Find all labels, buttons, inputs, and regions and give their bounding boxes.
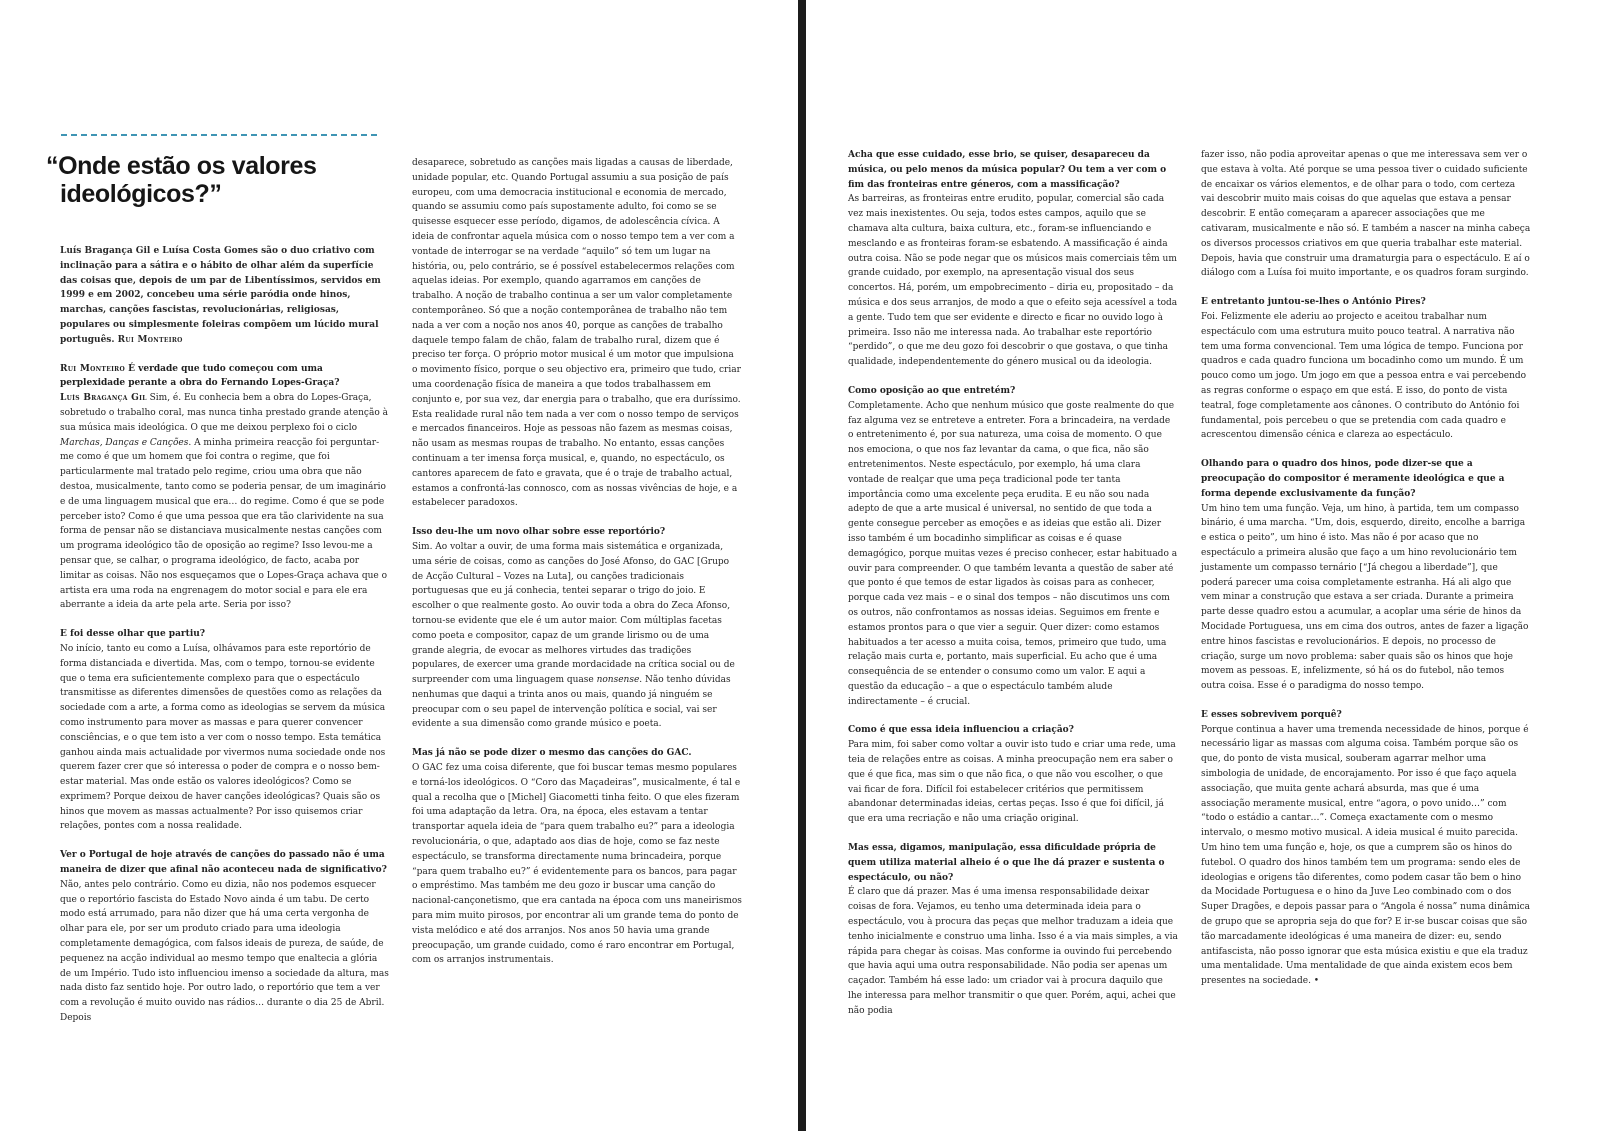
- question-2: E foi desse olhar que partiu?: [60, 629, 206, 640]
- answer-12: Porque continua a haver uma tremenda necessidade de hinos, porque é necessário ligar as massas com alguma coisa. Também porque são os que, do ponto de vista musical, souberam agarrar melhor uma simbologia de unidade, de encorajamento. Por isso é que faço aquela associação, que muita gente achará absurda, mas que é uma associação meramente musical, entre “agora, o povo unido…” com “todo o estádio a cantar…”. Começa exactamente com o mesmo intervalo, o mesmo motivo musical. A ideia musical é muito parecida. Um hino tem uma função e, hoje, os que a cumprem são os hinos do futebol. O quadro dos hinos também tem um programa: sendo eles de ideologias e origens tão diferentes, como podem casar tão bem o hino da Mocidade Portuguesa e o hino da Juve Leo combinado com o dos Super Dragões, e depois passar para o “Angola é nossa” numa dinâmica de grupo que se apropria seja do que for? E ir-se buscar coisas que são tão marcadamente ideológicas é uma maneira de dizer: eu, sendo antifascista, não posso ignorar que esta música existiu e que ela traduz uma mentalidade. Uma mentalidade de que ainda existem ecos bem presentes na sociedade. •: [1201, 724, 1531, 987]
- question-10: E entretanto juntou-se-lhes o António Pires?: [1201, 297, 1426, 308]
- qa-block: [848, 148, 1178, 370]
- question-8: Como é que essa ideia influenciou a criação?: [848, 725, 1074, 736]
- question-text: [60, 364, 340, 389]
- left-page-column-2: [412, 156, 742, 968]
- page-gutter: [798, 0, 806, 1131]
- qa-block: [60, 362, 390, 614]
- answer-1a: Sim, é. Eu conhecia bem a obra do Lopes-Graça, sobretudo o trabalho coral, mas nunca tinha prestado grande atenção à sua música mais ideológica. O que me deixou perplexo foi o ciclo: [60, 393, 388, 433]
- dashed-accent-rule: [61, 134, 377, 136]
- answer-9-continued: fazer isso, não podia aproveitar apenas o que me interessava sem ver o que estava à volta. Até porque se uma pessoa tiver o cuidado suficiente de encaixar os vários elementos, e de olhar para o todo, com certeza vai descobrir muito mais coisas do que aquelas que estava a pensar descobrir. E então começaram a aparecer associações que me cativaram, musicalmente e não só. E também a nascer na minha cabeça os diversos processos criativos em que queria trabalhar este material. Depois, havia que construir uma dramaturgia para o espectáculo. E aí o diálogo com a Luísa foi muito importante, e os quadros foram surgindo.: [1201, 150, 1531, 279]
- question-11: Olhando para o quadro dos hinos, pode dizer-se que a preocupação do compositor é meramente ideológica e que a forma depende exclusivamente da função?: [1201, 459, 1505, 499]
- headline-line-1: “Onde estão os valores: [46, 152, 317, 180]
- qa-block: [1201, 457, 1531, 694]
- answer-11: Um hino tem uma função. Veja, um hino, à partida, tem um compasso binário, é uma marcha. “Um, dois, esquerdo, direito, encolhe a barriga e estica o peito”, um hino é isto. Mas não é por acaso que no espectáculo a primeira alusão que faço a um hino revolucionário tem justamente um compasso ternário [“Já chegou a liberdade”], que poderá parecer uma coisa completamente estranha. Há ali algo que vem minar a construção que estava a ser criada. Durante a primeira parte desse quadro estou a acumular, a acoplar uma série de hinos da Mocidade Portuguesa, uns em cima dos outros, antes de fazer a ligação entre hinos fascistas e revolucionários. E depois, no processo de criação, surge um novo problema: saber quais são os hinos que hoje movem as pessoas. E, infelizmente, só há os do futebol, não temos outra coisa. Esse é o paradigma do nosso tempo.: [1201, 503, 1529, 692]
- answer-1-title: Marchas, Danças e Canções: [60, 437, 189, 448]
- byline: Rui Monteiro: [117, 334, 183, 345]
- left-page-column-1: [60, 244, 390, 1026]
- interviewer-name: Rui Monteiro: [60, 363, 125, 374]
- qa-block: [1201, 295, 1531, 443]
- qa-block: [60, 627, 390, 834]
- qa-block: [848, 723, 1178, 827]
- question-6: Acha que esse cuidado, esse brio, se quiser, desapareceu da música, ou pelo menos da música popular? Ou tem a ver com o fim das fronteiras entre géneros, com a massificação?: [848, 150, 1167, 190]
- qa-block: [60, 848, 390, 1026]
- answer-3-continued: desaparece, sobretudo as canções mais ligadas a causas de liberdade, unidade popular, etc. Quando Portugal assumiu a sua posição de país europeu, com uma democracia institucional e economia de mercado, quando se assumiu como país supostamente adulto, foi como se se quisesse esquecer esse período, digamos, de adolescência cívica. A ideia de confrontar aquela música com o nosso tempo tem a ver com a vontade de interrogar se na verdade “aquilo” só tem um lugar na história, ou, pelo contrário, se é possível estabelecermos relações com aquelas ideias. Por exemplo, quando agarramos em canções de trabalho. A noção de trabalho continua a ser um valor completamente contemporâneo. Só que a noção contemporânea de trabalho não tem nada a ver com a noção nos anos 40, porque as canções de trabalho daquele tempo falam de chão, falam de trabalho rural, dizem que é preciso ter força. O próprio motor musical é um motor que impulsiona o movimento físico, porque o seu objectivo era, primeiro que tudo, criar uma coordenação física de maneira a que todos trabalhassem em conjunto e, por sua vez, dar energia para o trabalho, que era duríssimo. Esta realidade rural não tem nada a ver com o nosso tempo de serviços e mercados financeiros. Hoje as pessoas não fazem as mesmas coisas, não usam as mesmas roupas de trabalho. No entanto, essas canções continuam a ter imensa força musical, e, quando, no espectáculo, os cantores aparecem de fato e gravata, que é o traje de trabalho actual, estamos a confrontá-las connosco, com as nossas vivências de hoje, e a estabelecer paradoxos.: [412, 158, 741, 509]
- answer-8: Para mim, foi saber como voltar a ouvir isto tudo e criar uma rede, uma teia de relações entre as coisas. A minha preocupação nem era saber o que é que fica, mas sim o que não fica, o que não vou escolher, o que vai ficar de fora. Difícil foi estabelecer critérios que permitissem abandonar determinadas ideias, certas peças. Isso é que foi difícil, já que era uma recriação e não uma criação original.: [848, 740, 1176, 825]
- qa-block: [1201, 708, 1531, 989]
- answer-2: No início, tanto eu como a Luísa, olhávamos para este reportório de forma distanciada e divertida. Mas, com o tempo, tornou-se evidente que o tema era suficientemente complexo para que o espectáculo transmitisse as diferentes dimensões de questões como as relações da sociedade com a arte, a forma como as ideologias se servem da música como instrumento para mover as massas e para querer convencer consciências, e o que tem isto a ver com o nosso tempo. Esta temática ganhou ainda mais actualidade por vivermos numa sociedade onde nos querem fazer crer que só interessa o poder de compra e o nosso bem-estar material. Mas onde estão os valores ideológicos? Como se exprimem? Porque deixou de haver canções ideológicas? Quais são os hinos que movem as massas actualmente? Por isso quisemos criar relações, pontes com a nossa realidade.: [60, 643, 386, 832]
- qa-block: [412, 746, 742, 968]
- interviewee-name: Luís Bragança Gil: [60, 393, 147, 404]
- question-3: Ver o Portugal de hoje através de canções do passado não é uma maneira de dizer que afinal não aconteceu nada de significativo?: [60, 850, 387, 876]
- answer-5: O GAC fez uma coisa diferente, que foi buscar temas mesmo populares e torná-los ideológicos. O “Coro das Maçadeiras”, musicalmente, é tal e qual a recolha que o [Michel] Giacometti tinha feito. O que eles fizeram foi uma adaptação da letra. Ora, na época, eles estavam a tentar transportar aquela ideia de “para quem trabalho eu?” para a ideologia revolucionária, o que, adaptado aos dias de hoje, como se faz neste espectáculo, se transforma directamente numa brincadeira, porque “para quem trabalho eu?” é evidentemente para os bancos, para pagar o empréstimo. Mas também me deu gozo ir buscar uma canção do nacional-cançonetismo, que era cantada na época com uns maneirismos para mim muito pirosos, por encontrar ali um grande tema do ponto de vista melódico e até dos arranjos. Nos anos 50 havia uma grande preocupação, um grande cuidado, como é raro encontrar em Portugal, com os arranjos instrumentais.: [412, 763, 742, 966]
- lede-text: Luís Bragança Gil e Luísa Costa Gomes são o duo criativo com inclinação para a sátira e o hábito de olhar além da superfície das coisas que, depois de um par de Libentíssimos, servidos em 1999 e em 2002, concebeu uma série paródia onde hinos, marchas, canções fascistas, revolucionárias, religiosas, populares ou simplesmente foleiras compõem um lúcido mural português.: [60, 246, 381, 345]
- answer-7: Completamente. Acho que nenhum músico que goste realmente do que faz alguma vez se entreteve a entreter. Fora a brincadeira, na verdade o entretenimento é, por sua natureza, uma coisa de momento. O que nos emociona, o que nos faz levantar da cama, o que fica, não são entretenimentos. Neste espectáculo, por exemplo, há uma clara vontade de realçar que uma peça tradicional pode ter tanta importância como uma excelente peça erudita. E eu não sou nada adepto de que a arte musical é universal, no sentido de que toda a gente consegue perceber as emoções e as ideias que estão ali. Dizer isso também é um bocadinho simplificar as coisas e é quase demagógico, porque muitas vezes é preciso conhecer, estar habituado a ouvir para compreender. O que também levanta a questão de saber até que ponto é que temos de estar ligados às coisas para as conhecer, porque cada vez mais – e o sinal dos tempos – não discutimos uns com os outros, não confrontamos as nossas ideias. Seguimos em frente e estamos prontos para o que vier a seguir. Quer dizer: como estamos habituados a ter acesso a muita coisa, temos, primeiro que tudo, uma relação mais curta e, portanto, mais superficial. Eu acho que é uma consequência de se entender o consumo como um valor. E aqui a questão da educação – a que o espectáculo também alude indirectamente – é crucial.: [848, 400, 1178, 707]
- right-page-column-1: [848, 148, 1178, 1019]
- right-page-column-2: [1201, 148, 1531, 989]
- qa-block: [412, 525, 742, 732]
- question-9: Mas essa, digamos, manipulação, essa dificuldade própria de quem utiliza material alheio é o que lhe dá prazer e sustenta o espectáculo, ou não?: [848, 843, 1165, 883]
- qa-block: [848, 384, 1178, 710]
- question-4: Isso deu-lhe um novo olhar sobre esse reportório?: [412, 527, 666, 538]
- question-12: E esses sobrevivem porquê?: [1201, 709, 1342, 720]
- answer-1b: . A minha primeira reacção foi perguntar-me como é que um homem que foi contra o regime, que foi particularmente mal tratado pelo regime, criou uma obra que não destoa, musicalmente, tanto como se poderia pensar, de um imaginário e de uma linguagem musical que era… do regime. Como é que se pode perceber isto? Como é que uma pessoa que era tão clarividente na sua forma de pensar não se distanciava musicalmente nestas canções com um programa ideológico tão de oposição ao regime? Isso levou-me a pensar que, se calhar, o programa ideológico, de facto, acaba por limitar as coisas. Não nos esqueçamos que o Lopes-Graça achava que o artista era uma roda na engrenagem do motor social e para ele era aberrante a ideia da arte pela arte. Seria por isso?: [60, 437, 388, 611]
- answer-3: Não, antes pelo contrário. Como eu dizia, não nos podemos esquecer que o reportório fascista do Estado Novo ainda é um tabu. De certo modo está arrumado, para não dizer que há uma certa vergonha de olhar para ele, por ser um produto criado para uma ideologia completamente demagógica, com falsos ideais de pureza, de saúde, de pequenez na acção individual ao mesmo tempo que enaltecia a glória de um Império. Tudo isto influenciou imenso a sociedade da altura, mas nada disto faz sentido hoje. Por outro lado, o reportório que tem a ver com a revolução é muito ouvido nas rádios… durante o dia 25 de Abril. Depois: [60, 879, 389, 1024]
- question-7: Como oposição ao que entretém?: [848, 385, 1016, 396]
- question-5: Mas já não se pode dizer o mesmo das canções do GAC.: [412, 748, 692, 759]
- answer-4a: Sim. Ao voltar a ouvir, de uma forma mais sistemática e organizada, uma série de coisas, como as canções do José Afonso, do GAC [Grupo de Acção Cultural – Vozes na Luta], ou canções tradicionais portuguesas que eu já conhecia, tentei separar o trigo do joio. E escolher o que realmente gosto. Ao ouvir toda a obra do Zeca Afonso, tornou-se evidente que ele é um autor maior. Com múltiplas facetas como poeta e compositor, capaz de um grande lirismo ou de uma grande alegria, de evocar as melhores virtudes das tradições populares, de exercer uma grande mordacidade na crítica social ou de surpreender com uma linguagem quase: [412, 541, 735, 686]
- answer-4-italic: nonsense: [596, 675, 640, 686]
- qa-block: [848, 841, 1178, 1019]
- left-page: [0, 0, 798, 1131]
- lede-paragraph: [60, 244, 390, 348]
- question-1: É verdade que tudo começou com uma perplexidade perante a obra do Fernando Lopes-Graça?: [60, 363, 340, 389]
- answer-10: Foi. Felizmente ele aderiu ao projecto e aceitou trabalhar num espectáculo com uma estrutura muito pouco teatral. A narrativa não tem uma forma convencional. Tem uma lógica de tempo. Funciona por quadros e cada quadro funciona um bocadinho como um mundo. É um pouco como um jogo. Um jogo em que a pessoa entra e vai percebendo as regras conforme o espaço em que está. E isso, do ponto de vista teatral, foge completamente aos cânones. O contributo do António foi fundamental, pois percebeu o que se pretendia com cada quadro e acrescentou dimensão cénica e clareza ao espectáculo.: [1201, 311, 1527, 441]
- answer-4b: . Não tenho dúvidas nenhumas que daqui a trinta anos ou mais, quando já ninguém se preocupar com o seu papel de intervenção política e social, vai ser evidente a sua dimensão como grande músico e poeta.: [412, 675, 731, 730]
- article-headline: [46, 152, 376, 208]
- answer-9: É claro que dá prazer. Mas é uma imensa responsabilidade deixar coisas de fora. Vejamos, eu tenho uma determinada ideia para o espectáculo, vou à procura das peças que melhor traduzam a ideia que tenho inicialmente e construo uma linha. Isso é a via mais simples, a via rápida para chegar às coisas. Mas conforme ia ouvindo fui percebendo que havia aqui uma outra responsabilidade. Não podia ser apenas um caçador. Também há esse lado: um criador vai à procura daquilo que lhe interessa para melhor transmitir o que quer. Porém, aqui, achei que não podia: [848, 887, 1178, 1016]
- headline-line-2: ideológicos?”: [60, 180, 222, 208]
- answer-6: As barreiras, as fronteiras entre erudito, popular, comercial são cada vez mais inexistentes. Ou seja, todos estes campos, aquilo que se chamava alta cultura, baixa cultura, etc., foram-se influenciando e mesclando e as fronteiras foram-se esbatendo. A massificação é ainda outra coisa. Não se pode negar que os músicos mais comerciais têm um grande cuidado, por exemplo, na apresentação visual dos seus concertos. Há, porém, um empobrecimento – diria eu, propositado – da música e dos seus arranjos, de modo a que o efeito seja acessível a toda a gente. Tudo tem que ser evidente e directo e ficar no ouvido logo à primeira. Isso não me interessa nada. Ao trabalhar este reportório “perdido”, o que me deu gozo foi descobrir o que gostava, o que tinha qualidade, independentemente do género musical ou da ideologia.: [848, 194, 1178, 368]
- right-page: [806, 0, 1600, 1131]
